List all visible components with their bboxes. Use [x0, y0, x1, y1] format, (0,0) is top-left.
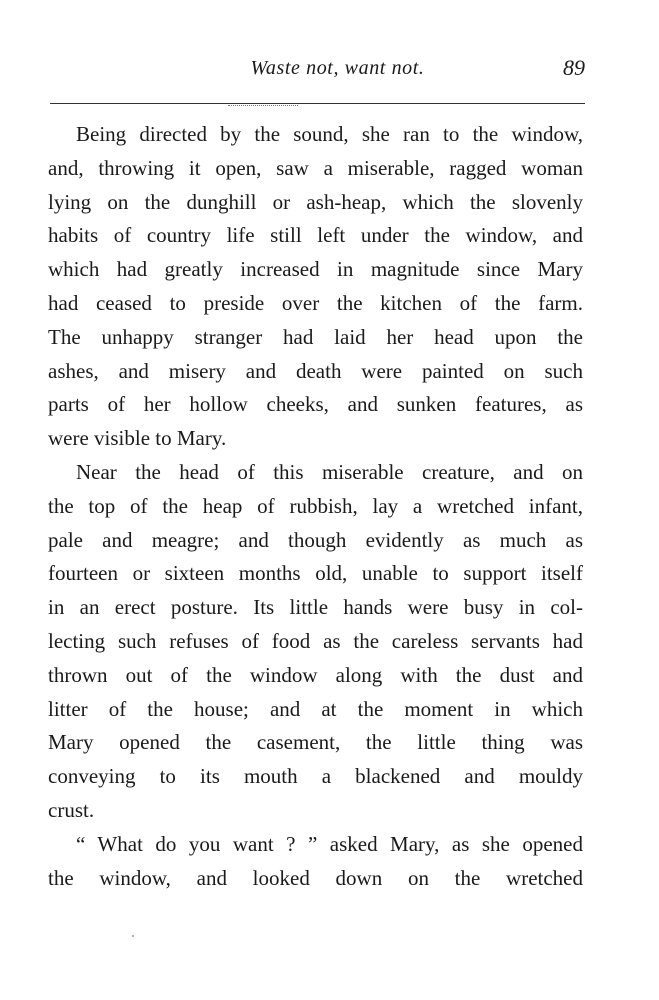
- body-text: [48, 118, 583, 895]
- text-line: and, throwing it open, saw a miserable, ragged woman: [48, 155, 583, 180]
- text-line: the top of the heap of rubbish, lay a wretched infant,: [48, 493, 583, 518]
- header-rule: [50, 103, 585, 104]
- text-line: the window, and looked down on the wretched: [48, 865, 583, 890]
- running-head: [50, 57, 585, 87]
- header-rule-accent: [228, 105, 298, 106]
- text-line: had ceased to preside over the kitchen of the farm.: [48, 290, 583, 315]
- text-line: fourteen or sixteen months old, unable to support itself: [48, 561, 583, 586]
- text-line: Being directed by the sound, she ran to the window,: [76, 122, 583, 146]
- text-line: crust.: [48, 797, 95, 822]
- text-line: habits of country life still left under the window, and: [48, 223, 583, 248]
- paper-speck: [132, 935, 134, 937]
- text-line: were visible to Mary.: [48, 426, 227, 451]
- text-line: which had greatly increased in magnitude since Mary: [48, 257, 583, 282]
- text-line: conveying to its mouth a blackened and mouldy: [48, 764, 583, 789]
- text-line: Mary opened the casement, the little thing was: [48, 730, 583, 755]
- text-line: The unhappy stranger had laid her head upon the: [48, 324, 583, 349]
- text-line: thrown out of the window along with the dust and: [48, 662, 583, 687]
- text-line: Near the head of this miserable creature, and on: [76, 459, 583, 484]
- text-line: in an erect posture. Its little hands were busy in col-: [48, 595, 583, 620]
- text-line: pale and meagre; and though evidently as much as: [48, 527, 583, 552]
- text-line: lying on the dunghill or ash-heap, which the slovenly: [48, 189, 583, 214]
- page-number: 89: [563, 55, 585, 80]
- text-line: ashes, and misery and death were painted on such: [48, 358, 583, 383]
- text-line: litter of the house; and at the moment in which: [48, 696, 583, 721]
- text-line: parts of her hollow cheeks, and sunken features, as: [48, 392, 583, 417]
- running-title: Waste not, want not.: [250, 57, 425, 79]
- text-line: “ What do you want ? ” asked Mary, as she opened: [76, 831, 583, 856]
- text-line: lecting such refuses of food as the careless servants had: [48, 628, 583, 653]
